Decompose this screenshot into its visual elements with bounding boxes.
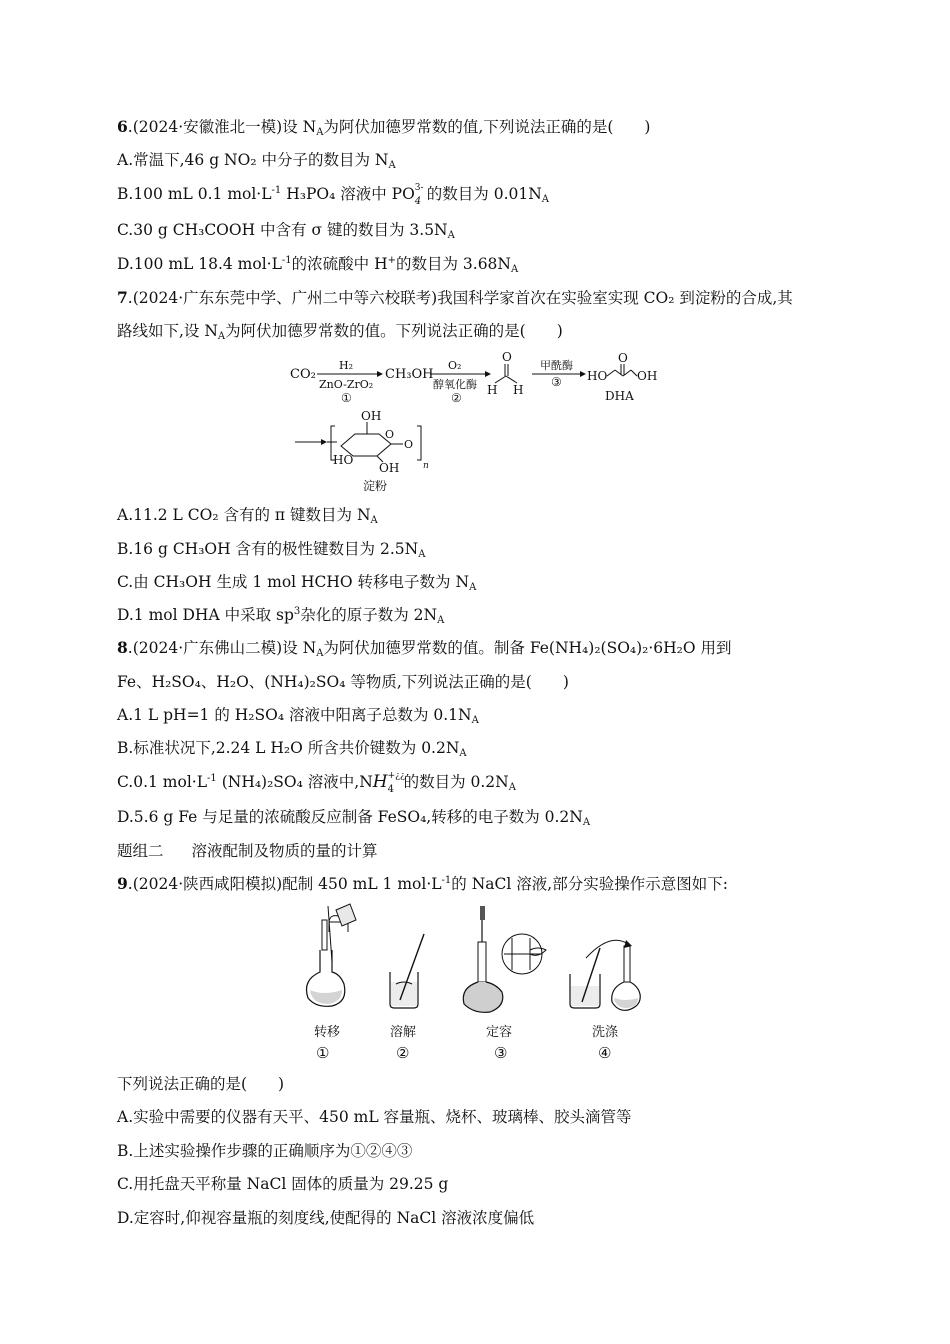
q6-option-b: B.100 mL 0.1 $mol\cdot L^{-1}$ H₃PO₄ 溶液中 PO 3- 4 的数目为 $0.01N_A$ [117, 183, 550, 207]
dha-label: DHA [605, 389, 634, 403]
q7-number: 7 [117, 288, 128, 307]
q9-option-c: C.用托盘天平称量 NaCl 固体的质量为 29.25 g [117, 1175, 449, 1193]
svg-text:OH: OH [637, 369, 658, 383]
scheme-arrowhead-3 [580, 371, 586, 377]
ammonium-ion-scripts: +¿¿ 4 [387, 771, 405, 795]
scheme-arrowhead-1 [377, 371, 383, 377]
svg-text:②: ② [451, 391, 462, 405]
svg-text:甲酰酶: 甲酰酶 [540, 359, 573, 372]
svg-text:O: O [404, 438, 414, 451]
q7-option-c: C.由 CH₃OH 生成 1 mol HCHO 转移电子数为 $N_A$ [117, 573, 477, 593]
q6-option-a: A.常温下,46 g NO₂ 中分子的数目为 $N_A$ [117, 151, 396, 171]
q6-option-c: C.30 g CH₃COOH 中含有 σ 键的数目为 $3.5N_A$ [117, 221, 455, 241]
svg-text:H: H [513, 383, 524, 397]
svg-text:HO: HO [587, 369, 608, 383]
step-dissolve-apparatus [390, 934, 424, 1008]
q8-stem-line2: Fe、H₂SO₄、H₂O、(NH₄)₂SO₄ 等物质,下列说法正确的是( ) [117, 673, 569, 691]
svg-text:H: H [487, 383, 498, 397]
step-fix-volume-apparatus [463, 906, 546, 1012]
svg-text:ZnO-ZrO₂: ZnO-ZrO₂ [319, 378, 374, 391]
q6-number: 6 [117, 117, 128, 136]
q9-option-d: D.定容时,仰视容量瓶的刻度线,使配得的 NaCl 溶液浓度偏低 [117, 1209, 535, 1227]
q9-option-b: B.上述实验操作步骤的正确顺序为①②④③ [117, 1142, 413, 1160]
q9-number: 9 [117, 874, 128, 893]
svg-text:OH: OH [361, 409, 382, 423]
svg-text:O: O [618, 351, 628, 365]
svg-text:①: ① [316, 1044, 330, 1062]
hcho-o: O [502, 350, 512, 364]
q9-stem: 9.(2024·陕西咸阳模拟)配制 450 mL 1 $mol\cdot L^{-1}$的 NaCl 溶液,部分实验操作示意图如下: [117, 874, 728, 893]
q7-option-b: B.16 g CH₃OH 含有的极性键数目为 $2.5N_A$ [117, 540, 426, 560]
svg-text:洗涤: 洗涤 [592, 1025, 619, 1040]
svg-text:n: n [423, 461, 429, 471]
svg-text:H₂: H₂ [339, 359, 354, 372]
q9-option-a: A.实验中需要的仪器有天平、450 mL 容量瓶、烧杯、玻璃棒、胶头滴管等 [117, 1108, 632, 1126]
svg-text:定容: 定容 [486, 1025, 513, 1040]
step-wash-apparatus [570, 940, 640, 1010]
q8-option-b: B.标准状况下,2.24 L H₂O 所含共价键数为 $0.2N_A$ [117, 739, 467, 759]
q8-number: 8 [117, 638, 128, 657]
group2-heading: 题组二 溶液配制及物质的量的计算 [117, 842, 378, 860]
scheme-arrowhead-2 [485, 371, 491, 377]
q7-stem-line2: 路线如下,设 $N_A$为阿伏加德罗常数的值。下列说法正确的是( ) [117, 322, 563, 342]
svg-text:④: ④ [598, 1044, 612, 1062]
svg-text:OH: OH [379, 461, 400, 475]
step-transfer-apparatus [307, 904, 357, 1006]
starch-bracket-right [417, 426, 421, 460]
svg-text:③: ③ [551, 375, 562, 389]
q8-option-a: A.1 L pH=1 的 H₂SO₄ 溶液中阳离子总数为 $0.1N_A$ [117, 706, 479, 726]
q6-option-d: D.100 mL 18.4 $mol\cdot L^{-1}$的浓硫酸中 H+的数目为 $3.68N_A$ [117, 255, 519, 275]
q8-option-d: D.5.6 g Fe 与足量的浓硫酸反应制备 FeSO₄,转移的电子数为 $0.2N_A$ [117, 808, 591, 828]
svg-text:②: ② [396, 1044, 410, 1062]
svg-text:O₂: O₂ [448, 359, 462, 372]
scheme-ch3oh: CH₃OH [385, 367, 434, 382]
q7-stem-line1: 7.(2024·广东东莞中学、广州二中等六校联考)我国科学家首次在实验室实现 CO₂ 到淀粉的合成,其 [117, 288, 793, 307]
svg-text:O: O [385, 428, 395, 441]
q9-ask: 下列说法正确的是( ) [117, 1075, 285, 1093]
svg-text:醇氧化酶: 醇氧化酶 [433, 378, 477, 391]
svg-text:HO: HO [333, 453, 354, 467]
q6-stem: 6.(2024·安徽淮北一模)设 $N_A$为阿伏加德罗常数的值,下列说法正确的是( ) [117, 117, 651, 138]
q8-option-c: C.0.1 $mol\cdot L^{-1}$ (NH₄)₂SO₄ 溶液中,NH +¿¿ 4 的数目为 $0.2N_A$ [117, 771, 516, 795]
svg-text:①: ① [341, 391, 352, 405]
q8-stem-line1: 8.(2024·广东佛山二模)设 $N_A$为阿伏加德罗常数的值。制备 Fe(NH₄)₂(SO₄)₂·6H₂O 用到 [117, 638, 732, 659]
starch-synthesis-scheme [285, 350, 675, 496]
solution-preparation-figure [298, 902, 658, 1070]
scheme-co2: CO₂ [290, 367, 316, 382]
starch-label: 淀粉 [363, 479, 388, 493]
q7-option-a: A.11.2 L CO₂ 含有的 π 键数目为 $N_A$ [117, 506, 378, 526]
q7-option-d: D.1 mol DHA 中采取 $sp^3$杂化的原子数为 $2N_A$ [117, 606, 445, 626]
svg-text:③: ③ [494, 1044, 508, 1062]
phosphate-ion-scripts: 3- 4 [414, 183, 424, 207]
svg-text:溶解: 溶解 [390, 1025, 417, 1040]
svg-text:转移: 转移 [314, 1025, 341, 1040]
